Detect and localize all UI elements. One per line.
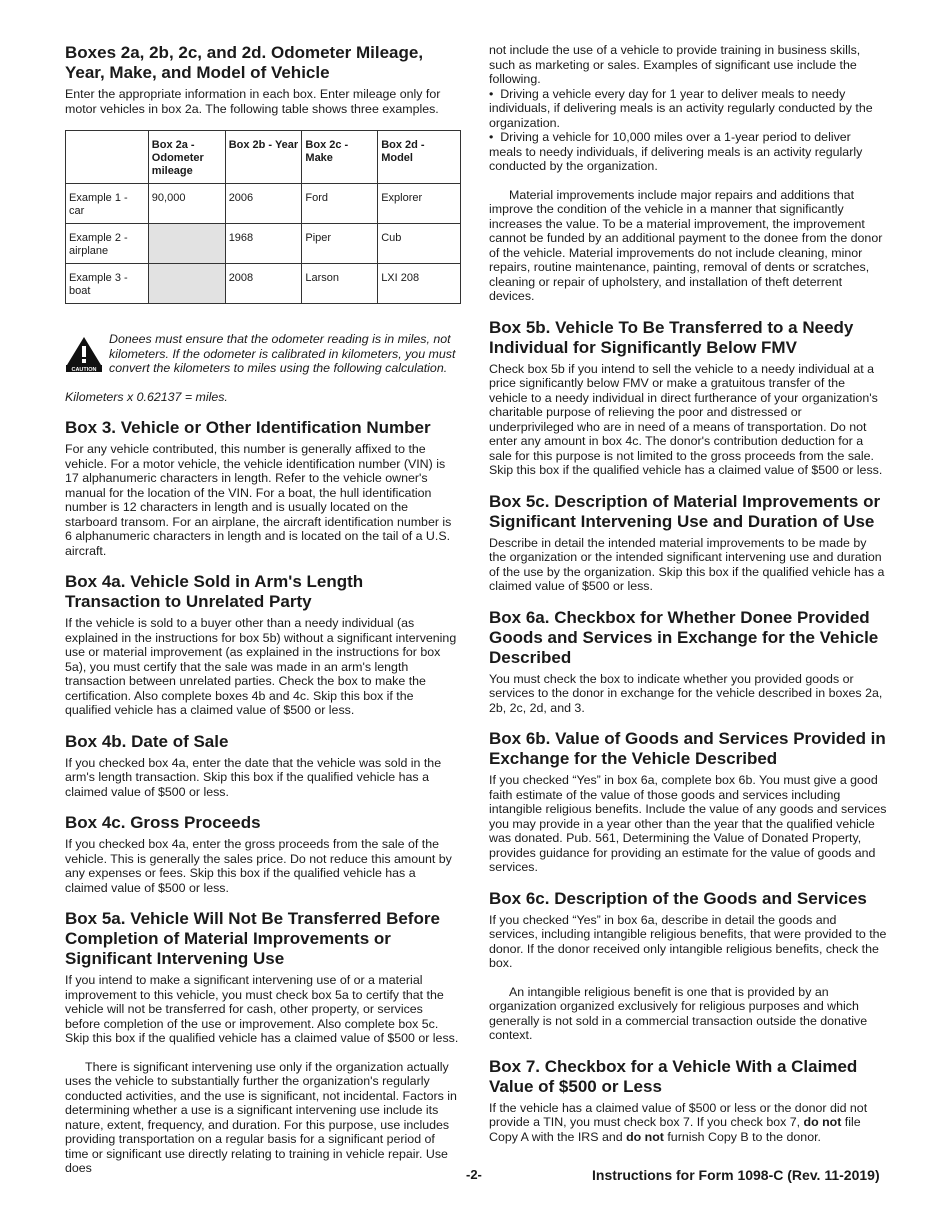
heading-box5b: Box 5b. Vehicle To Be Transferred to a Needy Individual for Significantly Below FMV <box>489 317 854 357</box>
para-box5b: Check box 5b if you intend to sell the vehicle to a needy individual at a price significantly below FMV or make a gratuitous transfer of the vehicle to a needy individual in direct furtherance of your organization's charitable purpose of relieving the poor and distressed or underprivileged who are in need of a means of transportation. Do not enter any amount in box 4c. The donor's contribution deduction for a sale for this purpose is not limited to the gross proceeds from the sale. Skip this box if the qualified vehicle has a claimed value of $500 or less. <box>489 361 883 477</box>
caution-text: Donees must ensure that the odometer reading is in miles, not kilometers. If the odometer is calibrated in kilometers, you must convert the kilometers to miles using the following calculation. <box>109 332 456 375</box>
conversion-formula: Kilometers x 0.62137 = miles. <box>65 389 228 404</box>
heading-box4b: Box 4b. Date of Sale <box>65 731 229 751</box>
box7-text: furnish Copy B to the donor. <box>663 1129 821 1144</box>
para-continued: not include the use of a vehicle to provide training in business skills, such as marketing or sales. Examples of significant use include the following. <box>489 43 861 86</box>
table-cell-shaded <box>148 264 225 304</box>
table-cell: LXI 208 <box>378 264 461 304</box>
para-box5c: Describe in detail the intended material improvements to be made by the organization or the intended significant intervening use and duration of the use by the organization. Skip this box if the qualified vehicle has a claimed value of $500 or less. <box>489 535 885 593</box>
para-box5a-2: There is significant intervening use only if the organization actually uses the vehicle to substantially further the organization's regularly conducted activities, and the use is significant, not incidental. Factors in determining whether a use is a significant intervening use include its nature, extent, frequency, and duration. For this purpose, use includes providing transportation on a regular basis for a significant period of time or significant use directly relating to training in vehicle repair. Use does <box>65 1059 457 1175</box>
para-box5a-1: If you intend to make a significant intervening use of or a material improvement to this vehicle, you must check box 5a to certify that the vehicle will not be transferred for cash, other property, or services before completion of the use or improvement. Also complete box 5c. Skip this box if the qualified vehicle has a claimed value of $500 or less. <box>65 973 459 1045</box>
table-cell: Explorer <box>378 184 461 224</box>
para-box2: Enter the appropriate information in each box. Enter mileage only for motor vehicles in box 2a. The following table shows three examples. <box>65 87 441 116</box>
table-header-cell <box>66 131 149 184</box>
table-row <box>66 184 461 224</box>
box7-emphasis: do not <box>626 1129 664 1144</box>
table-cell: Larson <box>302 264 378 304</box>
para-material-improvements: Material improvements include major repairs and additions that improve the condition of the vehicle in a manner that significantly increases the value. To be a material improvement, the improvement cannot be funded by an additional payment to the donee from the donor of the vehicle. Material improvements do not include cleaning, minor repairs, routine maintenance, painting, removal of dents or scratches, cleaning or repair of upholstery, and installation of theft deterrent devices. <box>489 187 883 303</box>
table-header-cell: Box 2b - Year <box>225 131 302 184</box>
para-box3: For any vehicle contributed, this number is generally affixed to the vehicle. For a motor vehicle, the vehicle identification number (VIN) is 17 alphanumeric characters in length. Refer to the vehicle owner's manual for the location of the VIN. For a boat, the hull identification number is 12 characters in length and is usually located on the starboard transom. For an airplane, the aircraft identification number is 6 alphanumeric characters in length and is located on the tail of a U.S. aircraft. <box>65 442 452 558</box>
box7-text: file Copy A with the IRS and <box>489 1115 861 1144</box>
bullet-text: Driving a vehicle for 10,000 miles over a 1-year period to deliver meals to needy individuals, if delivering meals is an activity regularly conducted by the organization. <box>489 130 863 173</box>
bullet-item: • Driving a vehicle for 10,000 miles over a 1-year period to deliver meals to needy individuals, if delivering meals is an activity regularly conducted by the organization. <box>489 130 863 173</box>
table-cell-shaded <box>148 224 225 264</box>
bullet-item: • Driving a vehicle every day for 1 year to deliver meals to needy individuals, if delivering meals is an activity regularly conducted by the organization. <box>489 86 873 130</box>
caution-note <box>65 332 461 376</box>
para-box6c-1: If you checked “Yes” in box 6a, describe in detail the goods and services, including intangible religious benefits, that were provided to the donor. If the donor received only intangible religious benefits, check the box. <box>489 912 887 970</box>
table-cell: Example 2 - airplane <box>66 224 149 264</box>
table-cell: 2006 <box>225 184 302 224</box>
para-box6c-2: An intangible religious benefit is one that is provided by an organization organized exclusively for religious purposes and which generally is not sold in a commercial transaction outside the donative context. <box>489 984 868 1042</box>
caution-icon <box>65 335 103 373</box>
right-column <box>489 43 887 1144</box>
table-header-row <box>66 131 461 184</box>
table-cell: Piper <box>302 224 378 264</box>
heading-box6c: Box 6c. Description of the Goods and Services <box>489 888 867 908</box>
footer-title: Instructions for Form 1098-C (Rev. 11-2019) <box>592 1167 880 1183</box>
table-header-cell: Box 2c - Make <box>302 131 378 184</box>
box7-emphasis: do not <box>803 1115 842 1129</box>
para-box7 <box>489 1101 887 1145</box>
box7-text: If the vehicle has a claimed value of $500 or less or the donor did not provide a TIN, you must check box 7. If you check box 7, <box>489 1100 868 1129</box>
caution-label: CAUTION <box>71 367 97 373</box>
table-cell: 90,000 <box>148 184 225 224</box>
para-box4a: If the vehicle is sold to a buyer other than a needy individual (as explained in the instructions for box 5b) without a significant intervening use or material improvement (as explained in the instructions for box 5a), you must certify that the sale was made in an arm's length transaction between unrelated parties. Check the box to make the certification. Also complete boxes 4b and 4c. Skip this box if the qualified vehicle has a claimed value of $500 or less. <box>65 616 457 717</box>
heading-box5c: Box 5c. Description of Material Improvements or Significant Intervening Use and Duration of Use <box>489 491 881 531</box>
table-row <box>66 264 461 304</box>
heading-box5a: Box 5a. Vehicle Will Not Be Transferred Before Completion of Material Improvements or Significant Intervening Use <box>65 909 440 968</box>
table-cell: Ford <box>302 184 378 224</box>
left-column <box>65 43 461 1176</box>
para-box6a: You must check the box to indicate whether you provided goods or services to the donor in exchange for the vehicle described in boxes 2a, 2b, 2c, 2d, and 3. <box>489 671 883 715</box>
heading-box4a: Box 4a. Vehicle Sold in Arm's Length Transaction to Unrelated Party <box>65 572 364 611</box>
heading-box3: Box 3. Vehicle or Other Identification Number <box>65 418 431 437</box>
table-header-cell: Box 2a - Odometer mileage <box>148 131 225 184</box>
para-box6b: If you checked “Yes” in box 6a, complete box 6b. You must give a good faith estimate of the value of those goods and services including intangible religious benefits. Include the value of any goods and services you may provide in a year other than the year that the qualified vehicle was donated. Pub. 561, Determining the Value of Donated Property, provides guidance for providing an estimate for the value of goods and services. <box>489 773 887 874</box>
table-header-cell: Box 2d - Model <box>378 131 461 184</box>
table-cell: 1968 <box>225 224 302 264</box>
table-row <box>66 224 461 264</box>
odometer-table <box>65 130 461 304</box>
table-cell: Example 1 - car <box>66 184 149 224</box>
heading-box6a: Box 6a. Checkbox for Whether Donee Provided Goods and Services in Exchange for the Vehicle Described <box>489 607 879 667</box>
table-cell: Cub <box>378 224 461 264</box>
table-cell: Example 3 - boat <box>66 264 149 304</box>
page-number: -2- <box>466 1167 482 1182</box>
heading-box2: Boxes 2a, 2b, 2c, and 2d. Odometer Mileage, Year, Make, and Model of Vehicle <box>65 43 424 82</box>
heading-box7: Box 7. Checkbox for a Vehicle With a Claimed Value of $500 or Less <box>489 1056 858 1096</box>
para-box4b: If you checked box 4a, enter the date that the vehicle was sold in the arm's length transaction. Skip this box if the qualified vehicle has a claimed value of $500 or less. <box>65 755 442 799</box>
para-box4c: If you checked box 4a, enter the gross proceeds from the sale of the vehicle. This is generally the sales price. Do not reduce this amount by any expenses or fees. Skip this box if the qualified vehicle has a claimed value of $500 or less. <box>65 837 452 895</box>
table-cell: 2008 <box>225 264 302 304</box>
heading-box4c: Box 4c. Gross Proceeds <box>65 813 261 832</box>
heading-box6b: Box 6b. Value of Goods and Services Provided in Exchange for the Vehicle Described <box>489 729 886 768</box>
bullet-text: Driving a vehicle every day for 1 year to deliver meals to needy individuals, if delivering meals is an activity regularly conducted by the organization. <box>489 86 873 130</box>
